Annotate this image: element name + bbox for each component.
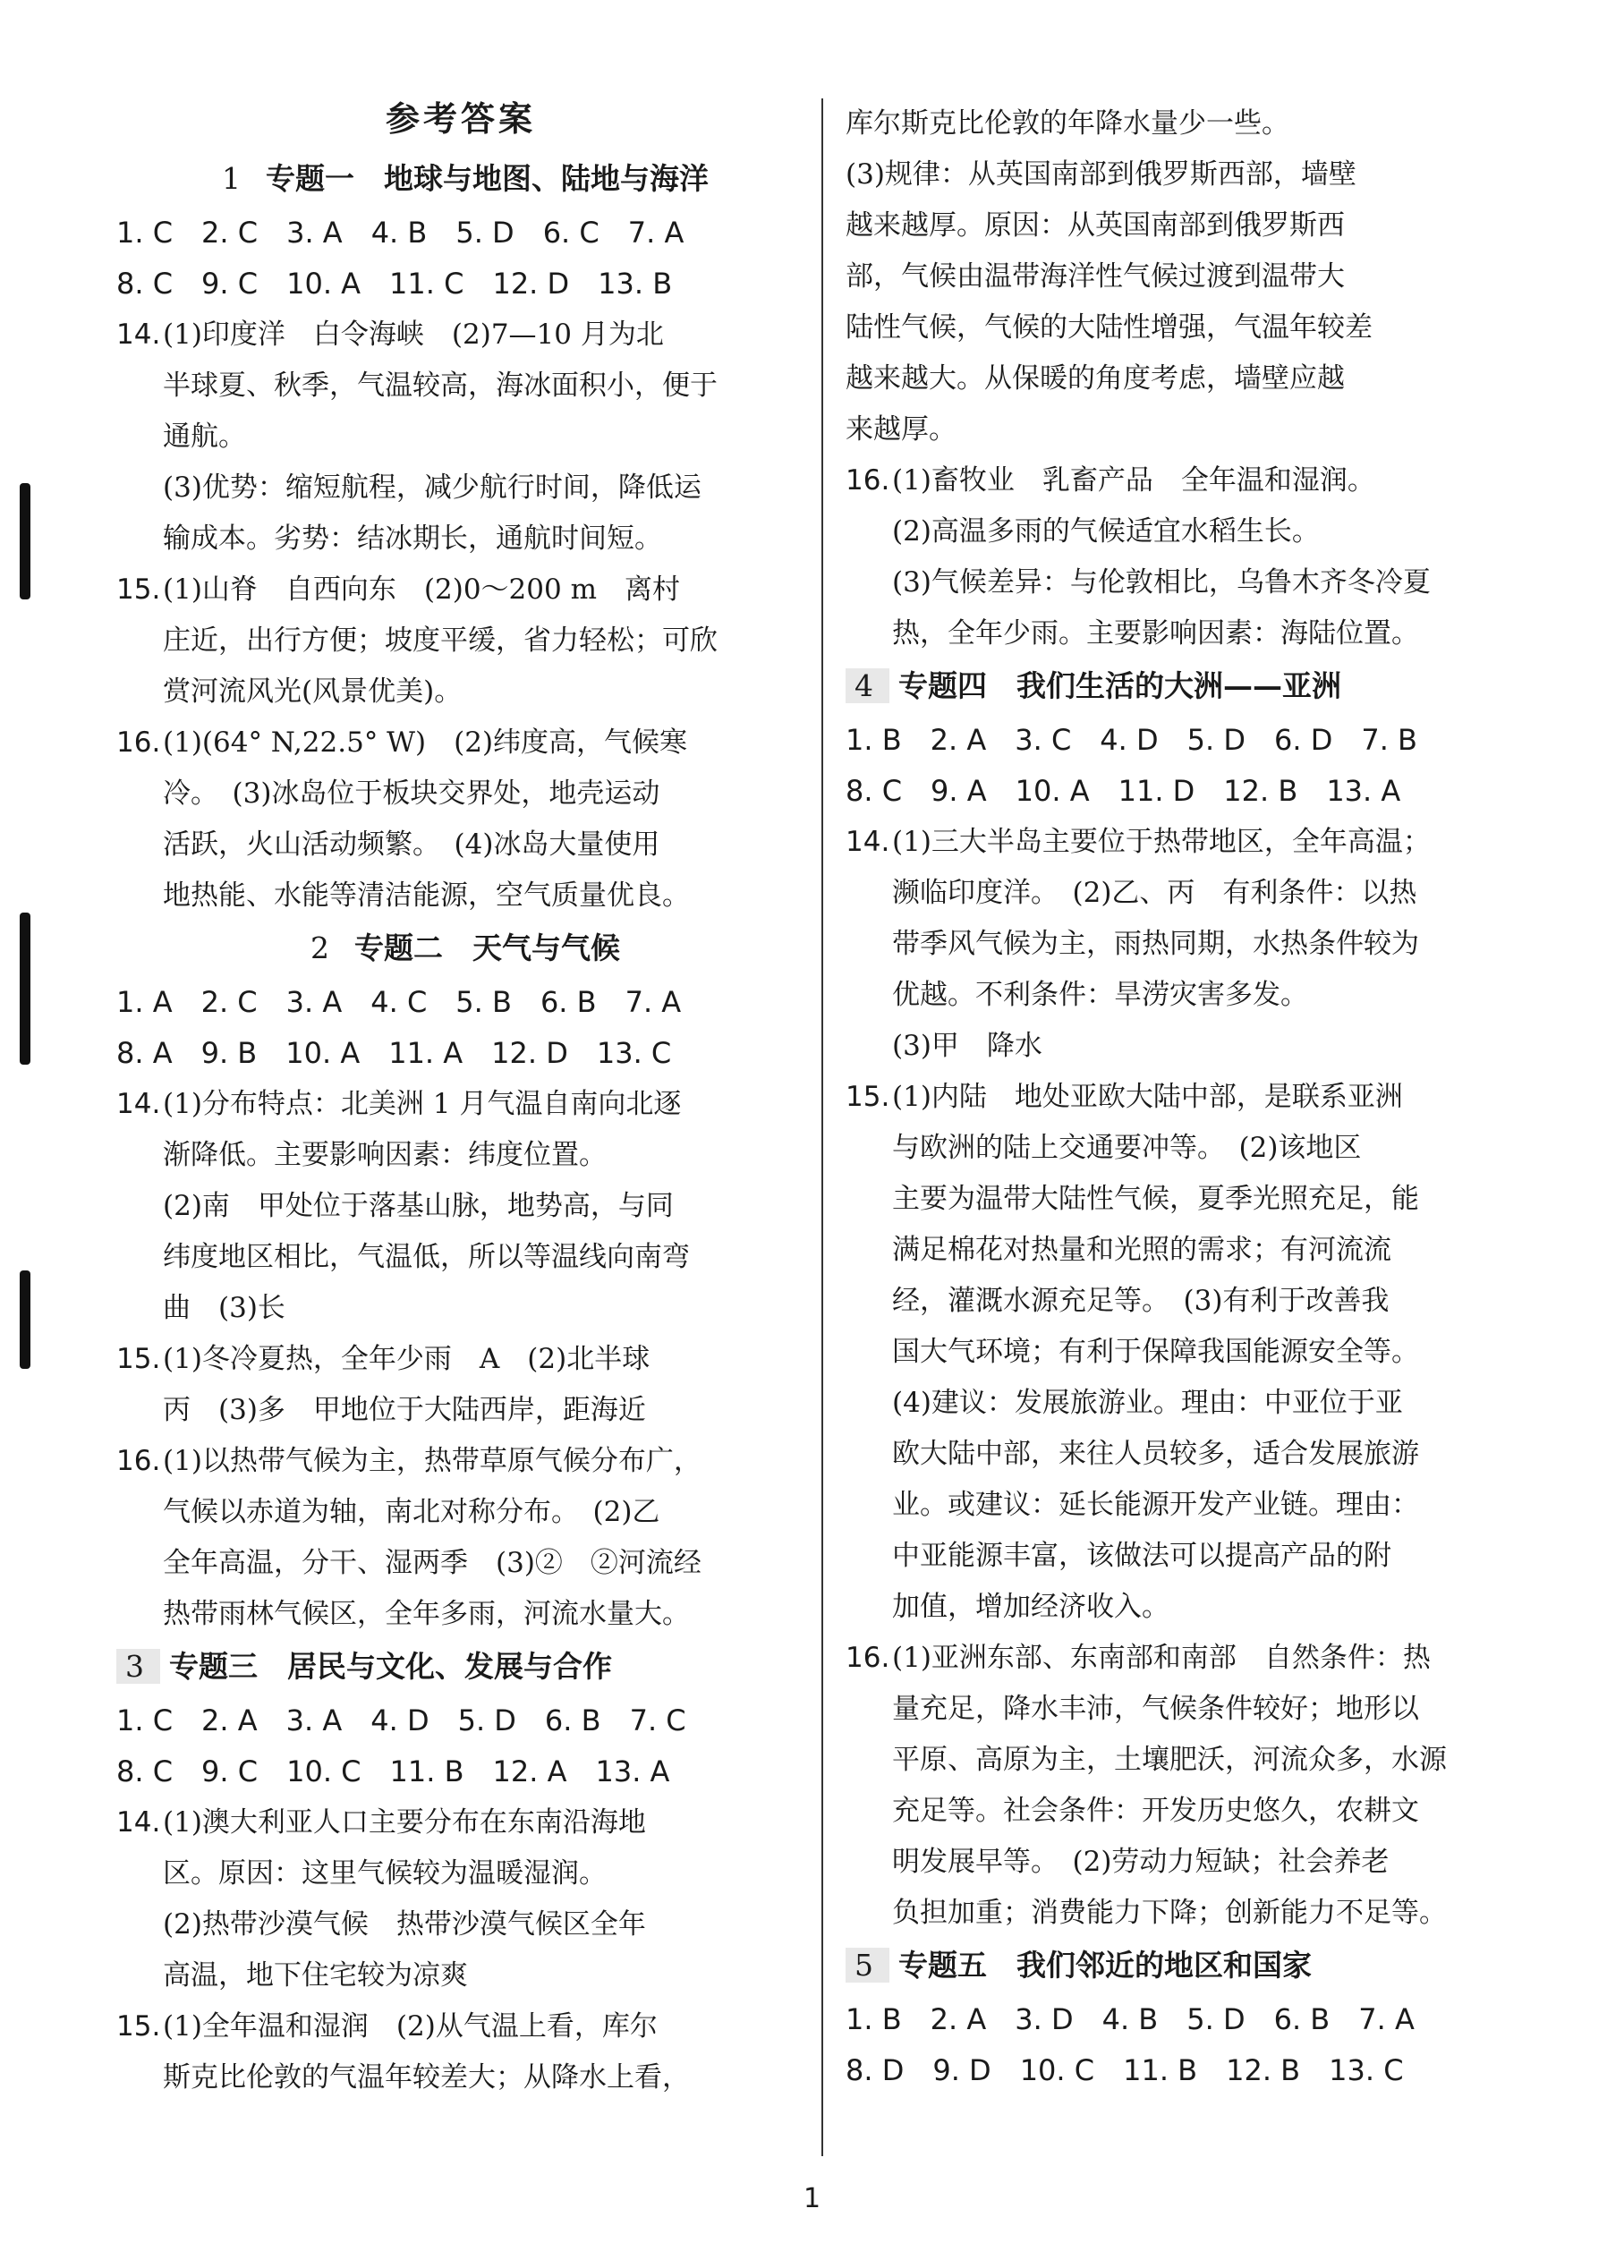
left-column (116, 89, 805, 2103)
section-heading (116, 923, 805, 973)
answer-line: 与欧洲的陆上交通要冲等。 (2)该地区 (892, 1132, 1362, 1164)
question-number: 15. (116, 1343, 161, 1375)
answer-line: (1)分布特点：北美洲 1 月气温自南向北逐 (163, 1088, 682, 1120)
answer-item (116, 2001, 805, 2103)
answer-line: 负担加重；消费能力下降；创新能力不足等。 (892, 1897, 1447, 1929)
answer-line: 优越。不利条件：旱涝灾害多发。 (892, 979, 1308, 1011)
answer-line: (2)热带沙漠气候 热带沙漠气候区全年 (163, 1908, 646, 1941)
answer-line: (1)亚洲东部、东南部和南部 自然条件：热 (892, 1642, 1431, 1674)
answer-line: (3)气候差异：与伦敦相比，乌鲁木齐冬冷夏 (892, 566, 1431, 599)
question-number: 14. (116, 1088, 161, 1120)
answer-item (116, 1797, 805, 2001)
answer-line: 经，灌溉水源充足等。 (3)有利于改善我 (892, 1285, 1390, 1317)
answer-line: 加值，增加经济收入。 (892, 1591, 1169, 1623)
section-number: 3 (116, 1649, 160, 1684)
answer-line: (1)(64° N,22.5° W) (2)纬度高，气候寒 (163, 726, 688, 759)
section-heading (116, 1642, 805, 1692)
answer-line: 区。原因：这里气候较为温暖湿润。 (163, 1857, 607, 1890)
answer-line: 输成本。劣势：结冰期长，通航时间短。 (163, 522, 662, 555)
answer-line: (1)全年温和湿润 (2)从气温上看，库尔 (163, 2010, 658, 2043)
answer-line: (2)南 甲处位于落基山脉，地势高，与同 (163, 1190, 674, 1222)
right-column (846, 98, 1535, 2096)
answer-line: 明发展早等。 (2)劳动力短缺；社会养老 (892, 1846, 1390, 1878)
answer-line: 平原、高原为主，土壤肥沃，河流众多，水源 (892, 1744, 1447, 1776)
question-number: 16. (116, 726, 161, 759)
answer-item (846, 1633, 1535, 1939)
section-number: 5 (846, 1948, 889, 1983)
question-number: 14. (116, 319, 161, 351)
question-number: 16. (846, 1642, 890, 1674)
answer-text (163, 310, 805, 565)
answer-line: 活跃，火山活动频繁。 (4)冰岛大量使用 (163, 828, 660, 861)
section-title: 专题一 地球与地图、陆地与海洋 (266, 161, 709, 196)
answer-text (163, 718, 805, 922)
answer-text (892, 1633, 1535, 1939)
answer-line: 全年高温，分干、湿两季 (3)② ②河流经 (163, 1547, 701, 1579)
choice-answers: 8. A 9. B 10. A 11. A 12. D 13. C (116, 1036, 672, 1070)
answer-line: (1)以热带气候为主，热带草原气候分布广， (163, 1445, 701, 1477)
section-title: 专题四 我们生活的大洲——亚洲 (898, 668, 1341, 703)
scan-edge-mark (20, 483, 30, 599)
answer-text (163, 2001, 805, 2103)
answer-line: 欧大陆中部，来往人员较多，适合发展旅游 (892, 1438, 1419, 1470)
choice-answers: 8. D 9. D 10. C 11. B 12. B 13. C (846, 2053, 1404, 2087)
answer-item (116, 718, 805, 922)
answer-line: 高温，地下住宅较为凉爽 (163, 1959, 468, 1992)
answer-text (892, 1072, 1535, 1633)
section-heading (116, 154, 805, 204)
answer-line: (1)三大半岛主要位于热带地区，全年高温； (892, 826, 1431, 858)
page-number: 1 (803, 2183, 821, 2214)
answer-line: 国大气环境；有利于保障我国能源安全等。 (892, 1336, 1419, 1368)
answer-line: 气候以赤道为轴，南北对称分布。 (2)乙 (163, 1496, 660, 1528)
answer-line: (1)印度洋 白令海峡 (2)7—10 月为北 (163, 319, 664, 351)
answer-line: (2)高温多雨的气候适宜水稻生长。 (892, 515, 1320, 548)
question-number: 15. (116, 573, 161, 606)
answer-item (846, 1072, 1535, 1633)
answer-line: 热，全年少雨。主要影响因素：海陆位置。 (892, 617, 1419, 650)
answer-line: 陆性气候，气候的大陆性增强，气温年较差 (846, 311, 1373, 344)
answer-line: 满足棉花对热量和光照的需求；有河流流 (892, 1234, 1391, 1266)
answer-line: 主要为温带大陆性气候，夏季光照充足，能 (892, 1183, 1419, 1215)
answer-line: (1)冬冷夏热，全年少雨 A (2)北半球 (163, 1343, 650, 1375)
answer-line: 量充足，降水丰沛，气候条件较好；地形以 (892, 1693, 1419, 1725)
answer-line: 业。或建议：延长能源开发产业链。理由： (892, 1489, 1419, 1521)
answer-line: 丙 (3)多 甲地位于大陆西岸，距海近 (163, 1394, 646, 1426)
answer-text (163, 1079, 805, 1334)
answer-line: 中亚能源丰富，该做法可以提高产品的附 (892, 1540, 1391, 1572)
answer-line: 越来越大。从保暖的角度考虑，墙壁应越 (846, 362, 1345, 395)
section-number: 4 (846, 668, 889, 703)
choice-answers: 1. C 2. C 3. A 4. B 5. D 6. C 7. A (116, 216, 684, 250)
column-divider (821, 98, 823, 2156)
choice-answers: 1. B 2. A 3. C 4. D 5. D 6. D 7. B (846, 723, 1417, 757)
answer-line: 部，气候由温带海洋性气候过渡到温带大 (846, 260, 1345, 293)
answer-line: 庄近，出行方便；坡度平缓，省力轻松；可欣 (163, 624, 718, 657)
answer-item (846, 817, 1535, 1072)
answer-line: (3)甲 降水 (892, 1030, 1042, 1062)
answer-line: (3)规律：从英国南部到俄罗斯西部，墙壁 (846, 158, 1356, 191)
question-number: 14. (846, 826, 890, 858)
choice-answers: 8. C 9. C 10. C 11. B 12. A 13. A (116, 1754, 670, 1788)
section-number: 1 (222, 161, 241, 196)
section-title: 专题五 我们邻近的地区和国家 (898, 1948, 1312, 1983)
section-heading (846, 661, 1535, 711)
answer-item (116, 1334, 805, 1436)
answer-line: 曲 (3)长 (163, 1292, 285, 1324)
section-heading (846, 1941, 1535, 1991)
answer-line: 赏河流风光(风景优美)。 (163, 675, 463, 708)
answer-text (163, 1436, 805, 1640)
answer-text (892, 455, 1535, 659)
answer-text (163, 1334, 805, 1436)
answer-line: 来越厚。 (846, 413, 957, 446)
answer-text (892, 817, 1535, 1072)
answer-line: 越来越厚。原因：从英国南部到俄罗斯西 (846, 209, 1345, 242)
answer-line: 斯克比伦敦的气温年较差大；从降水上看， (163, 2061, 690, 2094)
answer-line: 库尔斯克比伦敦的年降水量少一些。 (846, 107, 1289, 140)
answer-line: 纬度地区相比，气温低，所以等温线向南弯 (163, 1241, 690, 1273)
answer-line: 冷。 (3)冰岛位于板块交界处，地壳运动 (163, 777, 660, 810)
answer-line: 充足等。社会条件：开发历史悠久，农耕文 (892, 1795, 1419, 1827)
answer-line: (4)建议：发展旅游业。理由：中亚位于亚 (892, 1387, 1403, 1419)
choice-answers: 1. C 2. A 3. A 4. D 5. D 6. B 7. C (116, 1703, 686, 1737)
answer-line: (3)优势：缩短航程，减少航行时间，降低运 (163, 471, 701, 504)
answer-line: 通航。 (163, 420, 246, 453)
answer-item (116, 565, 805, 718)
answer-item (116, 1436, 805, 1640)
section-title: 专题三 居民与文化、发展与合作 (169, 1649, 612, 1684)
question-number: 16. (846, 464, 890, 497)
answer-text (163, 1797, 805, 2001)
answer-item (116, 310, 805, 565)
scan-edge-mark (20, 1270, 30, 1369)
answer-text (163, 565, 805, 718)
scan-edge-mark (20, 913, 30, 1065)
answer-line: 濒临印度洋。 (2)乙、丙 有利条件：以热 (892, 877, 1417, 909)
answer-line: (1)澳大利亚人口主要分布在东南沿海地 (163, 1806, 646, 1839)
answer-item (116, 1079, 805, 1334)
answer-line: (1)山脊 自西向东 (2)0～200 m 离村 (163, 573, 680, 606)
choice-answers: 8. C 9. A 10. A 11. D 12. B 13. A (846, 774, 1401, 808)
choice-answers: 8. C 9. C 10. A 11. C 12. D 13. B (116, 267, 673, 301)
answer-line: 热带雨林气候区，全年多雨，河流水量大。 (163, 1598, 690, 1630)
answer-line: 地热能、水能等清洁能源，空气质量优良。 (163, 879, 690, 912)
choice-answers: 1. B 2. A 3. D 4. B 5. D 6. B 7. A (846, 2002, 1415, 2036)
choice-answers: 1. A 2. C 3. A 4. C 5. B 6. B 7. A (116, 985, 682, 1019)
answer-line: 渐降低。主要影响因素：纬度位置。 (163, 1139, 607, 1171)
question-number: 15. (116, 2010, 161, 2043)
answer-line: 半球夏、秋季，气温较高，海冰面积小，便于 (163, 370, 718, 402)
answer-line: (1)畜牧业 乳畜产品 全年温和湿润。 (892, 464, 1375, 497)
question-number: 16. (116, 1445, 161, 1477)
question-number: 15. (846, 1081, 890, 1113)
answer-line: 带季风气候为主，雨热同期，水热条件较为 (892, 928, 1419, 960)
section-title: 专题二 天气与气候 (354, 930, 620, 965)
question-number: 14. (116, 1806, 161, 1839)
page-title: 参考答案 (385, 98, 536, 139)
answer-item (846, 455, 1535, 659)
section-number: 2 (310, 930, 329, 965)
answer-line: (1)内陆 地处亚欧大陆中部，是联系亚洲 (892, 1081, 1403, 1113)
